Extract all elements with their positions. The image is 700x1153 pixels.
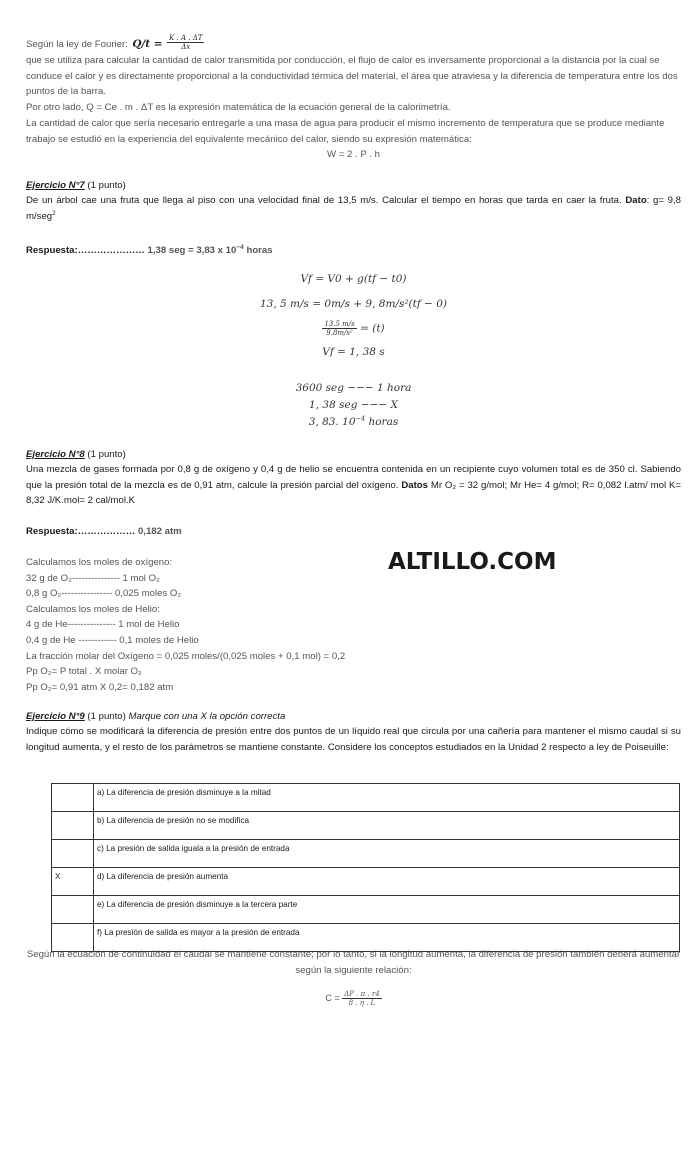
table-row[interactable]: [52, 784, 680, 812]
ex9-instruction: Marque con una X la opción correcta: [125, 711, 286, 722]
ex7-answer-value: 1,38 seg = 3,83 x 10: [144, 245, 237, 256]
option-text-cell: b) La diferencia de presión no se modifica: [94, 812, 680, 840]
ex7-answer-label: Respuesta:: [26, 245, 78, 256]
intro-paragraph-3: La cantidad de calor que sería necesario entregarle a una masa de agua para producir el mismo incremento de temperatura que se produce mediante trabajo se estudió en la experiencia del equivalente mecánico del calor, siendo su expresión matemática:: [26, 118, 665, 145]
ex8-solution-line: La fracción molar del Oxígeno = 0,025 moles/(0,025 moles + 0,1 mol) = 0,2: [26, 650, 346, 662]
ex9-options-table: [51, 783, 680, 952]
poiseuille-fraction: [342, 990, 382, 1007]
ex8-answer-label: Respuesta:: [26, 526, 78, 537]
option-mark-cell[interactable]: X: [52, 868, 94, 896]
option-mark-cell[interactable]: [52, 896, 94, 924]
ex7-data-exponent: 2: [52, 209, 56, 217]
option-mark-cell[interactable]: [52, 812, 94, 840]
fourier-line: [26, 34, 681, 53]
ex8-heading: [26, 447, 681, 463]
option-mark-cell[interactable]: [52, 840, 94, 868]
ex7-data-label: Dato: [625, 195, 647, 206]
fourier-fraction: [167, 34, 204, 51]
ex7-text: De un árbol cae una fruta que llega al piso con una velocidad final de 13,5 m/s. Calcular el tiempo en horas que tarda en caer la fruta.: [26, 195, 622, 206]
fourier-denominator: Δx: [181, 43, 191, 52]
ex9-points: (1 punto): [84, 711, 126, 722]
ex8-answer-value: 0,182 atm: [135, 526, 182, 537]
ex8-solution-line: Pp O₂= 0,91 atm X 0,2= 0,182 atm: [26, 681, 174, 693]
ex8-answer-dots: ………………: [77, 526, 136, 537]
ex7-eq2: 13, 5 m/s = 0m/s + 9, 8m/s²(tf − 0): [259, 298, 448, 310]
table-row[interactable]: [52, 868, 680, 896]
ex7-conv2: 1, 38 seg −−− X: [309, 399, 398, 411]
ex8-solution-line: 32 g de O₂--------------- 1 mol O₂: [26, 572, 160, 584]
intro-paragraph-2: Por otro lado, Q = Ce . m . ΔT es la expresión matemática de la ecuación general de la calorimetría.: [26, 102, 451, 113]
poiseuille-denominator: 8 . η . L: [348, 999, 376, 1007]
ex8-solution-line: 0,8 g O₂---------------- 0,025 moles O₂: [26, 588, 182, 600]
ex9-heading: [26, 709, 681, 725]
ex7-eq3-numerator: 13.5 m/s: [324, 320, 355, 328]
ex8-text: Una mezcla de gases formada por 0,8 g de oxígeno y 0,4 g de helio se encuentra contenida en un recipiente cuyo volumen total es de 350 cl. Sabiendo que la presión total de la mezcla es de 0,91 atm, calcule la presión parcial del oxígeno.: [26, 464, 681, 491]
ex8-solution-line: Pp O₂= P total . X molar O₂: [26, 666, 142, 678]
ex7-eq4: Vf = 1, 38 s: [322, 346, 385, 358]
fourier-numerator: K . A . ΔT: [169, 34, 203, 43]
ex7-data-value: : g= 9,8 m/seg: [26, 195, 682, 222]
ex7-conv3-exponent: −4: [355, 414, 366, 423]
poiseuille-numerator: ΔP . π . r4: [344, 990, 380, 998]
ex8-points: (1 punto): [84, 449, 126, 460]
ex7-eq1: Vf = V0 + g(tf − t0): [300, 273, 407, 285]
ex7-conv1: 3600 seg −−− 1 hora: [295, 382, 412, 394]
ex7-points: (1 punto): [84, 180, 126, 191]
option-text-cell: c) La presión de salida iguala a la presión de entrada: [94, 840, 680, 868]
ex8-solution-line: Calculamos los moles de Helio:: [26, 603, 160, 615]
poiseuille-lhs: C =: [325, 992, 340, 1003]
ex7-eq3-denominator: 9.8m/s²: [326, 329, 353, 337]
option-text-cell: d) La diferencia de presión aumenta: [94, 868, 680, 896]
ex7-answer-unit: horas: [246, 245, 273, 256]
ex7-answer-exponent: −4: [236, 243, 244, 251]
ex7-statement: [26, 193, 681, 224]
ex8-solution-line: 4 g de He--------------- 1 mol de Helio: [26, 619, 180, 631]
ex8-solution: [26, 555, 426, 695]
ex7-title: Ejercicio N°7: [26, 180, 85, 191]
ex7-conv3-base: 3, 83. 10: [308, 416, 356, 428]
ex7-eq3-rhs: = (t): [360, 322, 385, 335]
fourier-lhs: Q/t =: [132, 38, 163, 50]
table-row[interactable]: [52, 896, 680, 924]
poiseuille-formula: [26, 990, 681, 1007]
intro-paragraph-1: que se utiliza para calcular la cantidad de calor transmitida por conducción, el flujo de calor es inversamente proporcional a la distancia por la cual se conduce el calor y es directamente proporcional a la conductividad térmica del material, el área que atraviesa y la diferencia de temperatura entre los dos puntos de la barra.: [26, 55, 678, 98]
option-text-cell: f) La presión de salida es mayor a la presión de entrada: [94, 924, 680, 952]
ex7-conv3: [26, 416, 681, 428]
option-text-cell: a) La diferencia de presión disminuye a la mitad: [94, 784, 680, 812]
ex9-explanation: Según la ecuación de continuidad el caudal se mantiene constante; por lo tanto, si la longitud aumenta, la diferencia de presión también deberá aumentar según la siguiente relación:: [26, 949, 681, 976]
ex7-eq3-fraction: [322, 320, 356, 337]
ex8-title: Ejercicio N°8: [26, 449, 85, 460]
ex8-solution-line: 0,4 g de He ------------ 0,1 moles de Helio: [26, 634, 199, 646]
ex9-statement: Indique cómo se modificará la diferencia de presión entre dos puntos de un líquido real que circula por una cañería para mantener el mismo caudal si su longitud aumenta, y el resto de los parámetros se mantiene constante. Considere los conceptos estudiados en la Unidad 2 respecto a ley de Poiseuille:: [26, 726, 681, 753]
ex7-conv3-unit: horas: [368, 416, 399, 428]
ex8-answer: [26, 524, 681, 540]
ex7-eq3: [26, 320, 681, 337]
table-row[interactable]: [52, 840, 680, 868]
ex7-answer-dots: …………………: [77, 245, 145, 256]
option-text-cell: e) La diferencia de presión disminuye a la tercera parte: [94, 896, 680, 924]
ex9-title: Ejercicio N°9: [26, 711, 85, 722]
ex7-answer: [26, 243, 681, 259]
ex8-data-value: Mr O₂ = 32 g/mol; Mr He= 4 g/mol; R= 0,082 l.atm/ mol K= 8,32 J/K.mol= 2 cal/mol.K: [26, 479, 682, 507]
intro-formula: W = 2 . P . h: [327, 149, 380, 160]
ex8-data-label: Datos: [401, 479, 428, 491]
option-mark-cell[interactable]: [52, 784, 94, 812]
watermark-logo: ALTILLO.COM: [388, 549, 557, 575]
ex7-heading: [26, 178, 681, 194]
ex8-solution-line: Calculamos los moles de oxígeno:: [26, 557, 173, 568]
fourier-prefix: Según la ley de Fourier:: [26, 39, 128, 50]
table-row[interactable]: [52, 812, 680, 840]
ex8-statement: [26, 462, 681, 509]
